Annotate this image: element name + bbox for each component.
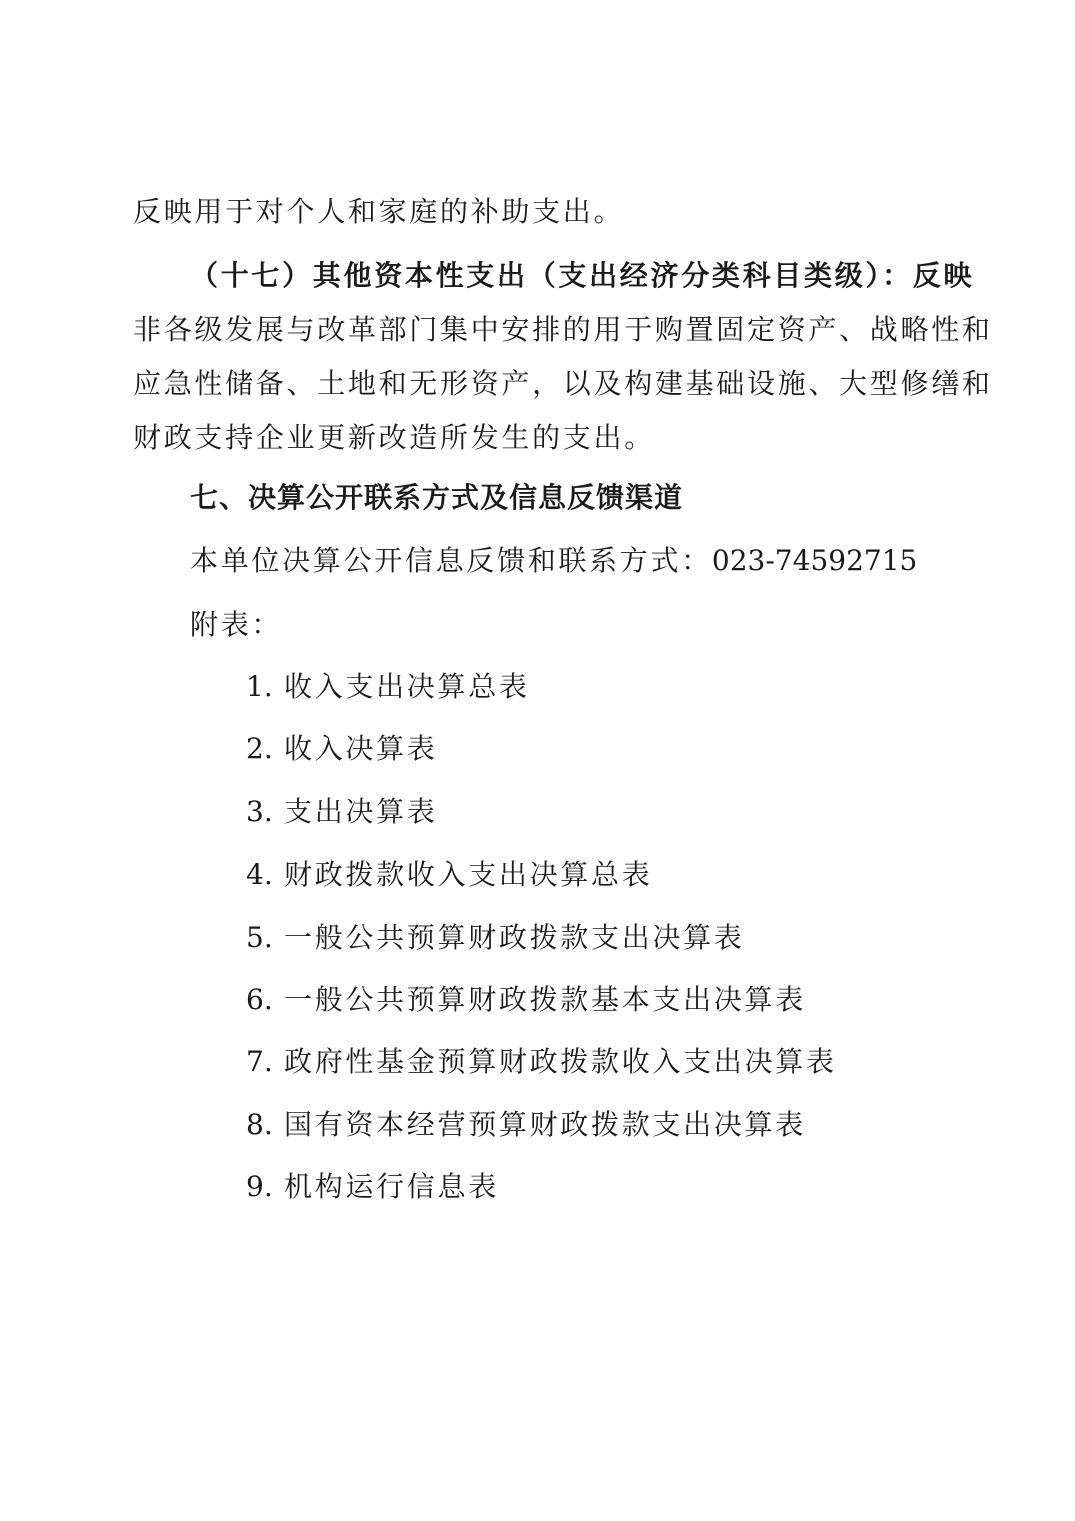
- list-item-text: 一般公共预算财政拨款支出决算表: [284, 921, 745, 954]
- contact-phone: 023-74592715: [711, 544, 918, 577]
- list-item: [246, 855, 652, 895]
- list-item-number: 6.: [246, 983, 273, 1016]
- list-item: [246, 918, 745, 958]
- paragraph-line: [133, 364, 993, 404]
- list-item: [246, 980, 806, 1020]
- list-item-number: 3.: [246, 795, 273, 828]
- list-item: [246, 1105, 806, 1145]
- paragraph-line: [133, 310, 993, 350]
- list-item-number: 2.: [246, 732, 273, 765]
- appendix-label: 附表：: [190, 608, 283, 641]
- paragraph-text: 反映用于对个人和家庭的补助支出。: [133, 195, 625, 228]
- list-item: [246, 1042, 837, 1082]
- list-item-number: 1.: [246, 670, 273, 703]
- subsection-heading: （十七）其他资本性支出（支出经济分类科目类级）: [190, 259, 883, 292]
- list-item-number: 8.: [246, 1108, 273, 1141]
- list-item-text: 收入决算表: [284, 732, 438, 765]
- list-item-text: 一般公共预算财政拨款基本支出决算表: [284, 983, 806, 1016]
- paragraph-text: 应急性储备、土地和无形资产，以及构建基础设施、大型修缮和: [133, 367, 993, 400]
- list-item-number: 9.: [246, 1170, 273, 1203]
- list-item-number: 4.: [246, 858, 273, 891]
- list-item-text: 收入支出决算总表: [284, 670, 530, 703]
- paragraph-text: 非各级发展与改革部门集中安排的用于购置固定资产、战略性和: [133, 313, 993, 346]
- list-item: [246, 667, 530, 707]
- list-item-number: 7.: [246, 1045, 273, 1078]
- contact-line: [190, 541, 917, 581]
- contact-label: 本单位决算公开信息反馈和联系方式：: [190, 544, 712, 577]
- list-item-text: 机构运行信息表: [284, 1170, 499, 1203]
- list-item-text: 政府性基金预算财政拨款收入支出决算表: [284, 1045, 837, 1078]
- section-title: 七、决算公开联系方式及信息反馈渠道: [190, 481, 684, 514]
- list-item-text: 国有资本经营预算财政拨款支出决算表: [284, 1108, 806, 1141]
- list-item-number: 5.: [246, 921, 273, 954]
- paragraph-line: [190, 256, 974, 296]
- list-item: [246, 1167, 499, 1207]
- paragraph-text: 财政支持企业更新改造所发生的支出。: [133, 421, 655, 454]
- list-item: [246, 729, 438, 769]
- list-item-text: 支出决算表: [284, 795, 438, 828]
- paragraph-line: [133, 192, 624, 232]
- paragraph-text: ：反映: [882, 259, 975, 292]
- list-item-text: 财政拨款收入支出决算总表: [284, 858, 653, 891]
- paragraph-line: [133, 418, 655, 458]
- list-item: [246, 792, 438, 832]
